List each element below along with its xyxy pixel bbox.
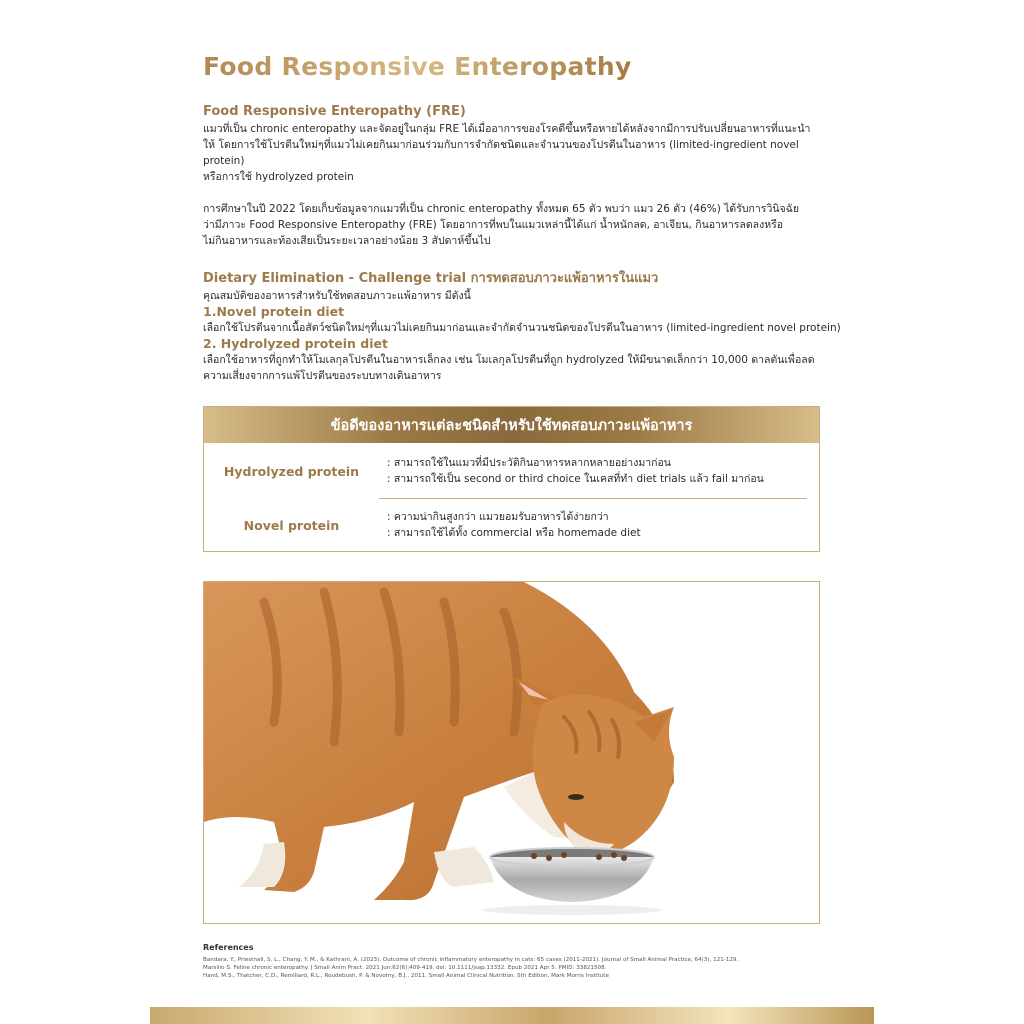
benefit-items-hydrolyzed — [379, 455, 764, 487]
fre-paragraph-2 — [203, 201, 823, 249]
reference-item: Marsilio S. Feline chronic enteropathy. J Small Anim Pract. 2021 Jun;62(6):409-419. doi: 10.1111/jsap.13332. Epub 2021 Apr 5. PMID: 33821508. — [203, 965, 607, 971]
fre-p1-line-1: แมวที่เป็น chronic enteropathy และจัดอยู่ในกลุ่ม FRE ได้เมื่ออาการของโรคดีขึ้นหรือหายได้หลังจากมีการปรับเปลี่ยนอาหารที่แนะนำ — [203, 123, 811, 135]
fre-heading: Food Responsive Enteropathy (FRE) — [203, 104, 466, 119]
benefit-label-novel: Novel protein — [243, 517, 340, 533]
novel-protein-diet-text: เลือกใช้โปรตีนจากเนื้อสัตว์ชนิดใหม่ๆที่แมวไม่เคยกินมาก่อนและจำกัดจำนวนชนิดของโปรตีนในอาหาร (limited-ingredient novel protein) — [203, 322, 841, 334]
fre-p2-line-3: ไม่กินอาหารและท้องเสียเป็นระยะเวลาอย่างน้อย 3 สัปดาห์ขึ้นไป — [203, 235, 491, 247]
dietary-elimination-heading: Dietary Elimination - Challenge trial การทดสอบภาวะแพ้อาหารในแมว — [203, 271, 659, 286]
benefits-table-header: ข้อดีของอาหารแต่ละชนิดสำหรับใช้ทดสอบภาวะแพ้อาหาร — [204, 407, 819, 443]
dietary-elimination-section — [203, 270, 841, 384]
novel-protein-diet-heading: 1.Novel protein diet — [203, 304, 345, 319]
benefit-label-hydrolyzed: Hydrolyzed protein — [223, 463, 360, 479]
benefit-row-novel — [204, 503, 819, 547]
fre-section — [203, 103, 823, 249]
references-title: References — [203, 943, 254, 952]
benefit-row-hydrolyzed — [204, 449, 819, 493]
benefit-item: : สามารถใช้ได้ทั้ง commercial หรือ homemade diet — [387, 527, 641, 539]
hydrolyzed-text-line-2: ความเสี่ยงจากการแพ้โปรตีนของระบบทางเดินอาหาร — [203, 370, 442, 382]
fre-p1-line-3: หรือการใช้ hydrolyzed protein — [203, 171, 354, 183]
table-row-divider — [379, 498, 807, 499]
benefit-items-novel — [379, 509, 641, 541]
fre-p1-line-2: ให้ โดยการใช้โปรตีนใหม่ๆที่แมวไม่เคยกินมาก่อนร่วมกับการจำกัดชนิดและจำนวนของโปรตีนในอาหาร (limited-ingredient novel protein) — [203, 139, 799, 167]
reference-item: Bandara, Y., Priestnall, S. L., Chang, Y. M., & Kathrani, A. (2023). Outcome of chronic inflammatory enteropathy in cats: 65 cases (2011-2021). Journal of Small Animal Practice, 64(3), 121-129. — [203, 957, 739, 963]
benefit-item: : สามารถใช้ในแมวที่มีประวัติกินอาหารหลากหลายอย่างมาก่อน — [387, 457, 671, 469]
dietary-intro: คุณสมบัติของอาหารสำหรับใช้ทดสอบภาวะแพ้อาหาร มีดังนี้ — [203, 290, 471, 302]
fre-p2-line-1: การศึกษาในปี 2022 โดยเก็บข้อมูลจากแมวที่เป็น chronic enteropathy ทั้งหมด 65 ตัว พบว่า แมว 26 ตัว (46%) ได้รับการวินิจฉัย — [203, 203, 799, 215]
hydrolyzed-text-line-1: เลือกใช้อาหารที่ถูกทำให้โมเลกุลโปรตีนในอาหารเล็กลง เช่น โมเลกุลโปรตีนที่ถูก hydrolyzed ให้มีขนาดเล็กกว่า 10,000 ดาลตันเพื่อลด — [203, 354, 815, 366]
hydrolyzed-protein-diet-heading: 2. Hydrolyzed protein diet — [203, 336, 388, 351]
page-title: Food Responsive Enteropathy — [203, 52, 632, 81]
fre-paragraph-1 — [203, 121, 823, 185]
cat-eating-illustration — [204, 582, 819, 923]
gold-footer-bar — [150, 1007, 874, 1024]
benefit-item: : สามารถใช้เป็น second or third choice ในเคสที่ทำ diet trials แล้ว fail มาก่อน — [387, 473, 764, 485]
reference-item: Hand, M.S., Thatcher, C.D., Remillard, R.L., Roudebush, P. & Novotny, B.J., 2011. Small Animal Clinical Nutrition. 5th Edition, Mark Morris Institute — [203, 973, 609, 979]
benefits-table — [203, 406, 820, 552]
cat-eating-photo — [203, 581, 820, 924]
hydrolyzed-protein-diet-text — [203, 352, 823, 384]
benefit-item: : ความน่ากินสูงกว่า แมวยอมรับอาหารได้ง่ายกว่า — [387, 511, 609, 523]
fre-p2-line-2: ว่ามีภาวะ Food Responsive Enteropathy (FRE) โดยอาการที่พบในแมวเหล่านี้ได้แก่ น้ำหนักลด, อาเจียน, กินอาหารลดลงหรือ — [203, 219, 784, 231]
references — [203, 943, 823, 980]
